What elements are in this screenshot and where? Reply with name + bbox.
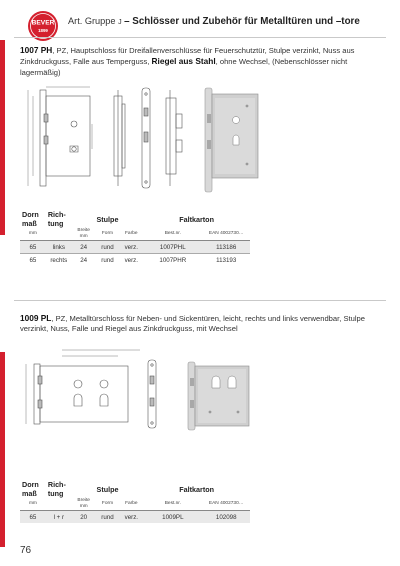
col-form: Form — [101, 231, 114, 236]
col-stulpe: Stulpe — [96, 484, 119, 494]
col-richtung: Rich-tung — [47, 210, 66, 228]
page-number: 76 — [20, 545, 32, 556]
product2-lock-photo — [186, 360, 252, 432]
col-richtung: Rich-tung — [47, 480, 66, 498]
col-bestnr: Best.nr. — [164, 231, 181, 236]
col-ean: EAN 4002730… — [208, 231, 244, 236]
product1-lock-photo — [203, 86, 263, 194]
col-faltkarton: Faltkarton — [179, 484, 214, 494]
col-farbe: Farbe — [125, 231, 138, 236]
table-row: 65 l + r 20 rund verz. 1009PL 102098 — [20, 511, 250, 524]
col-farbe: Farbe — [125, 501, 138, 506]
product1-spec-table — [20, 210, 250, 266]
table-row: 65 links 24 rund verz. 1007PHL 113186 — [20, 241, 250, 254]
col-ean: EAN 4002730… — [208, 501, 244, 506]
col-form: Form — [101, 501, 114, 506]
header-group: J — [118, 19, 122, 26]
unit-mm: mm — [28, 501, 37, 506]
header-title: – Schlösser und Zubehör für Metalltüren und –tore — [124, 16, 360, 27]
col-faltkarton: Faltkarton — [179, 214, 214, 224]
col-bestnr: Best.nr. — [164, 501, 181, 506]
logo-year: 1899 — [38, 28, 48, 33]
section-marker-bottom — [0, 352, 5, 547]
header-prefix: Art. Gruppe — [68, 16, 116, 26]
col-dornmass: Dorn maß — [22, 480, 39, 498]
product1-code: 1007 PH — [20, 45, 53, 55]
table-row: 65 rechts 24 rund verz. 1007PHR 113193 — [29, 256, 237, 264]
logo-text: BEVER — [31, 19, 55, 27]
product2-description: 1009 PL, PZ, Metalltürschloss für Neben- und Sickentüren, leicht, rechts und links verwendbar, Stulpe verzinkt, Nuss, Falle und Riegel aus Zinkdruckguss, mit Wechsel — [20, 313, 365, 334]
page-header — [68, 16, 360, 27]
section-marker-top — [0, 40, 5, 235]
product2-code: 1009 PL — [20, 313, 52, 323]
section-divider — [14, 300, 386, 301]
unit-mm: mm — [28, 231, 37, 236]
product2-technical-drawing — [18, 346, 178, 436]
col-stulpe: Stulpe — [96, 214, 119, 224]
col-breite: Breite mm — [77, 228, 90, 239]
product1-technical-drawing — [18, 84, 208, 194]
product1-description: 1007 PH, PZ, Hauptschloss für Dreifallenverschlüsse für Feuerschutztür, Stulpe verzinkt, Nuss aus Zinkdruckguss, Falle aus Temperguss, Riegel aus Stahl, ohne Wechsel, (Nebenschlösser nicht lagermäßig) — [20, 45, 355, 77]
header-divider — [14, 37, 386, 38]
col-breite: Breite mm — [77, 498, 90, 509]
product2-spec-table — [20, 480, 250, 523]
col-dornmass: Dorn maß — [22, 210, 39, 228]
